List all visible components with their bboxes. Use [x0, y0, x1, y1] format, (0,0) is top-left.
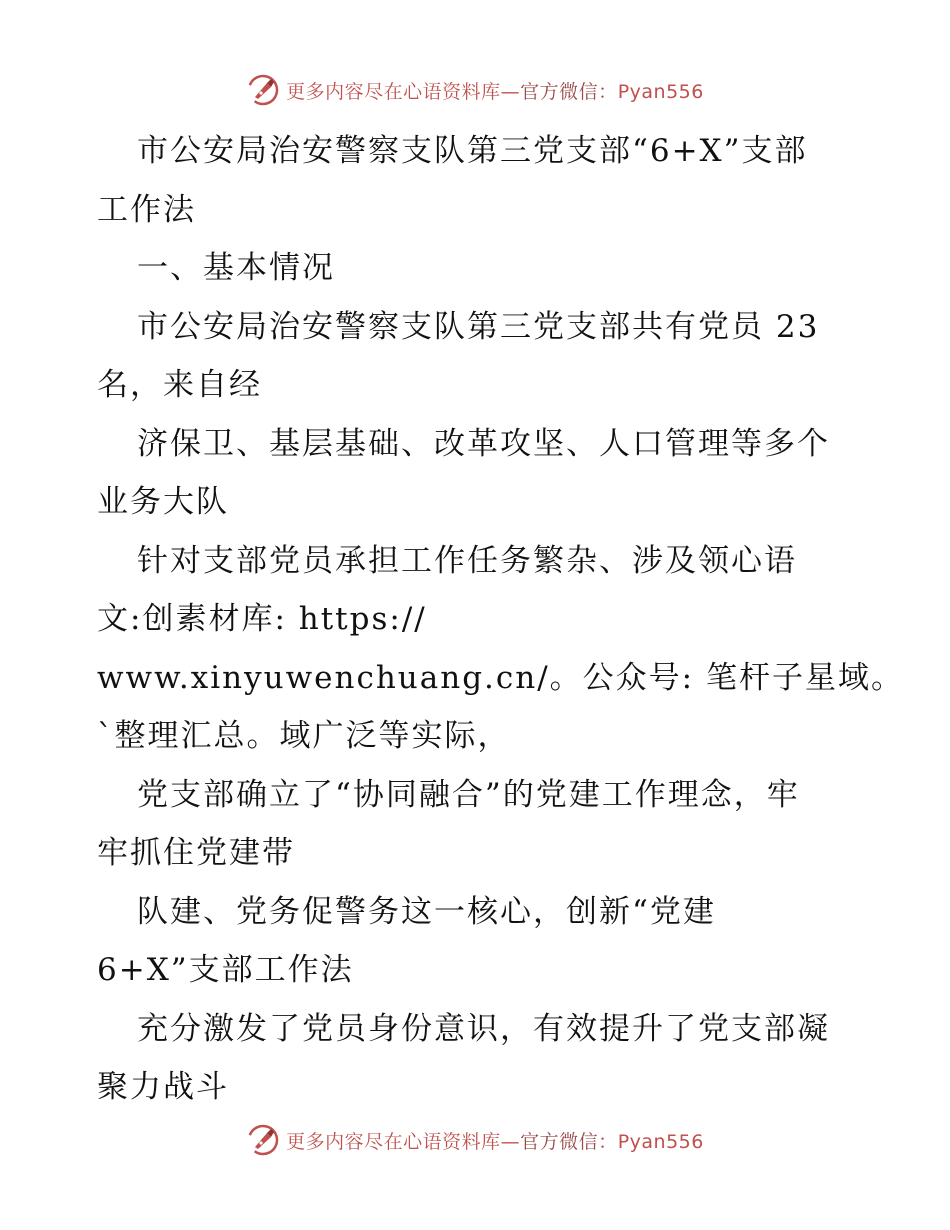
pen-nib-logo-icon — [246, 1123, 280, 1157]
paragraph-line: www.xinyuwenchuang.cn/。公众号: 笔杆子星域。 — [97, 659, 904, 696]
paragraph-line: 业务大队 — [97, 484, 229, 520]
document-title-line-1: 市公安局治安警察支队第三党支部“6+X”支部 — [137, 133, 808, 169]
paragraph-line: 市公安局治安警察支队第三党支部共有党员 23 — [137, 308, 820, 345]
paragraph-line: 6+X”支部工作法 — [97, 952, 354, 988]
paragraph-line: 济保卫、基层基础、改革攻坚、人口管理等多个 — [137, 425, 830, 462]
paragraph-line: 文:创素材库: https:// — [97, 601, 427, 637]
paragraph-line: 针对支部党员承担工作任务繁杂、涉及领心语 — [137, 542, 797, 579]
paragraph-line: 聚力战斗 — [97, 1069, 229, 1105]
paragraph-line: 队建、党务促警务这一核心，创新“党建 — [137, 893, 716, 930]
paragraph-line: 牢抓住党建带 — [97, 835, 295, 871]
watermark-text: 更多内容尽在心语资料库—官方微信：Pyan556 — [286, 80, 704, 103]
paragraph-line: 党支部确立了“协同融合”的党建工作理念，牢 — [137, 776, 800, 813]
paragraph-line: `整理汇总。域广泛等实际， — [97, 718, 511, 754]
pen-nib-logo-icon — [246, 73, 280, 107]
watermark-text: 更多内容尽在心语资料库—官方微信：Pyan556 — [286, 1130, 704, 1153]
document-title-line-2: 工作法 — [97, 191, 196, 228]
footer-watermark-banner — [0, 1120, 950, 1160]
paragraph-line: 充分激发了党员身份意识，有效提升了党支部凝 — [137, 1010, 830, 1047]
section-heading: 一、基本情况 — [137, 250, 335, 286]
paragraph-line: 名，来自经 — [97, 367, 262, 403]
document-body — [97, 122, 904, 1117]
header-watermark-banner — [0, 70, 950, 110]
